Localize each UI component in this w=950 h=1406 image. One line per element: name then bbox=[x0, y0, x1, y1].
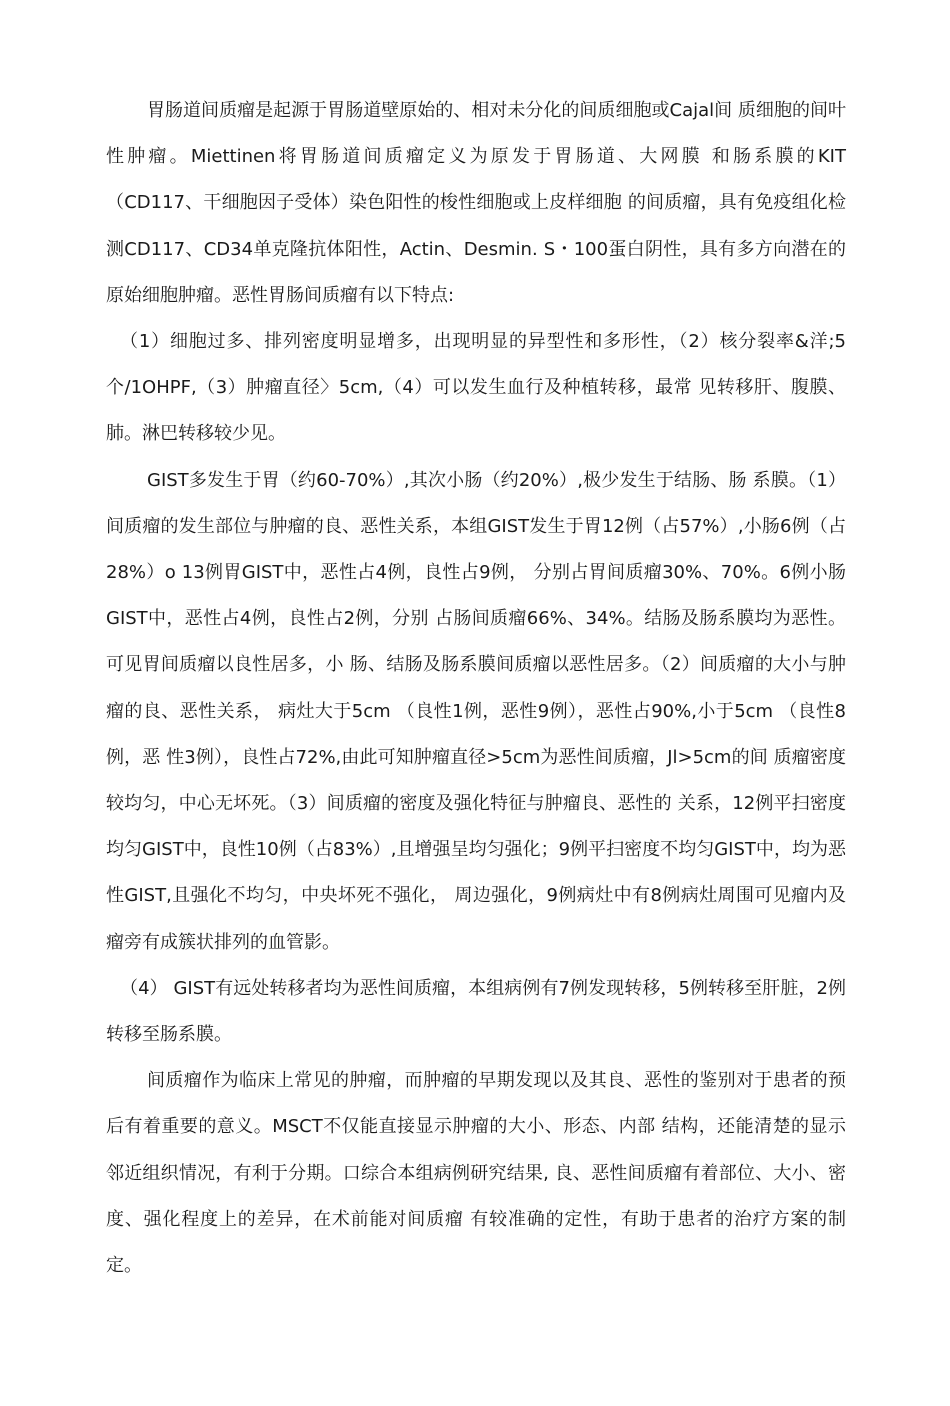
document-body bbox=[106, 88, 846, 1289]
paragraph-gist-definition: 胃肠道间质瘤是起源于胃肠道壁原始的、相对未分化的间质细胞或Cajal间 质细胞的间叶性肿瘤。Miettinen将胃肠道间质瘤定义为原发于胃肠道、大网膜 和肠系膜的KIT （CD117、干细胞因子受体）染色阳性的梭性细胞或上皮样细胞 的间质瘤，具有免疫组化检测CD117、CD34单克隆抗体阳性，Actin、Desmin. S・100蛋白阴性，具有多方向潜在的原始细胞肿瘤。恶性胃肠间质瘤有以下特点: bbox=[106, 100, 846, 306]
paragraph-conclusion: 间质瘤作为临床上常见的肿瘤，而肿瘤的早期发现以及其良、恶性的鉴别对于患者的预后有着重要的意义。MSCT不仅能直接显示肿瘤的大小、形态、内部 结构，还能清楚的显示邻近组织情况，有利于分期。口综合本组病例研究结果, 良、恶性间质瘤有着部位、大小、密度、强化程度上的差异，在术前能对间质瘤 有较准确的定性，有助于患者的治疗方案的制定。 bbox=[106, 1070, 846, 1277]
paragraph-metastasis: （4） GIST有远处转移者均为恶性间质瘤，本组病例有7例发现转移，5例转移至肝脏，2例转移至肠系膜。 bbox=[106, 977, 846, 1046]
paragraph-location-size-density: GIST多发生于胃（约60-70%）,其次小肠（约20%）,极少发生于结肠、肠 系膜。（1）间质瘤的发生部位与肿瘤的良、恶性关系，本组GIST发生于胃12例（占57%）,小肠6例（占28%）o 13例胃GIST中，恶性占4例，良性占9例， 分别占胃间质瘤30%、70%。6例小肠GIST中，恶性占4例，良性占2例，分别 占肠间质瘤66%、34%。结肠及肠系膜均为恶性。可见胃间质瘤以良性居多，小 肠、结肠及肠系膜间质瘤以恶性居多。（2）间质瘤的大小与肿瘤的良、恶性关系， 病灶大于5cm （良性1例，恶性9例），恶性占90%,小于5cm （良性8例，恶 性3例），良性占72%,由此可知肿瘤直径>5cm为恶性间质瘤，Jl>5cm的间 质瘤密度较均匀，中心无坏死。（3）间质瘤的密度及强化特征与肿瘤良、恶性的 关系，12例平扫密度均匀GIST中，良性10例（占83%）,且增强呈均匀强化；9例平扫密度不均匀GIST中，均为恶性GIST,且强化不均匀，中央坏死不强化， 周边强化，9例病灶中有8例病灶周围可见瘤内及瘤旁有成簇状排列的血管影。 bbox=[106, 469, 846, 953]
paragraph-malignant-features: （1）细胞过多、排列密度明显增多，出现明显的异型性和多形性，（2）核分裂率&洋;5个/1OHPF,（3）肿瘤直径〉5cm,（4）可以发生血行及种植转移，最常 见转移肝、腹膜、肺。淋巴转移较少见。 bbox=[106, 331, 846, 445]
